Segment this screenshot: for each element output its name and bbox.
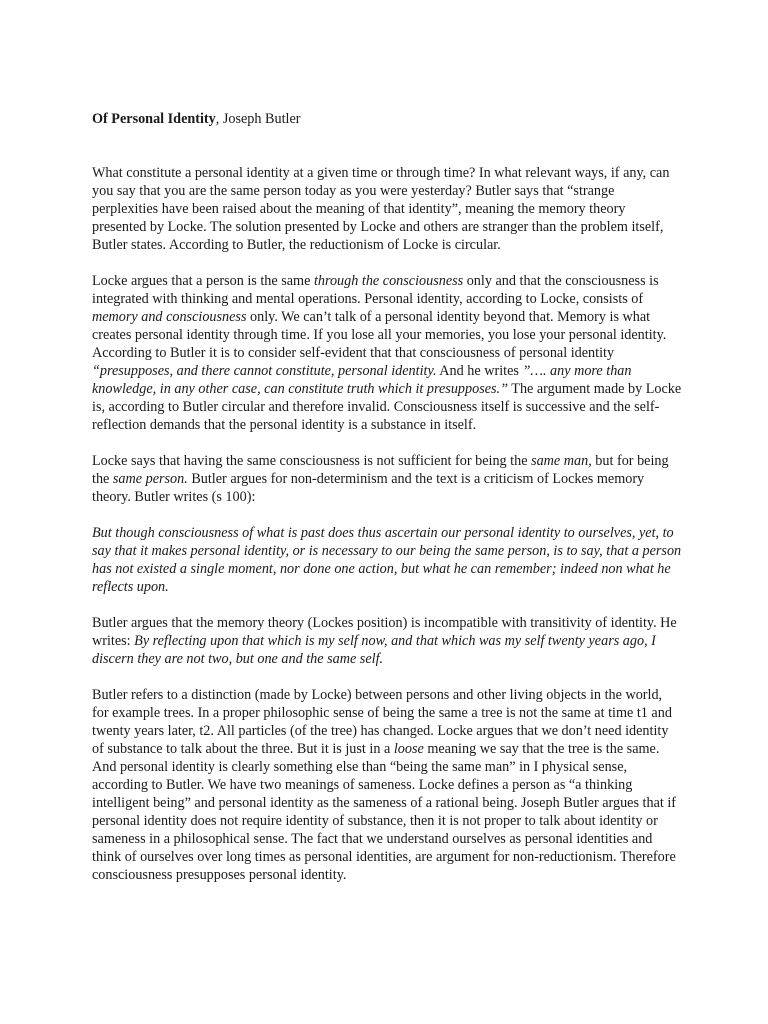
paragraph-3 xyxy=(92,452,682,506)
paragraph-4 xyxy=(92,524,682,596)
italic-run: through the consciousness xyxy=(313,273,464,289)
italic-run: By reflecting upon that which is my self now, and that which was my self twenty years ago, I discern they are not two, but one and the same self. xyxy=(92,633,656,667)
italic-run: “presupposes, and there cannot constitute, personal identity. xyxy=(92,363,437,379)
italic-run: ”…. any more than knowledge, in any other case, can constitute truth which it presupposes.” xyxy=(92,363,632,397)
text-run: Butler argues that the memory theory (Lockes position) is incompatible with transitivity of identity. He writes: xyxy=(92,615,677,649)
document-page xyxy=(92,110,682,902)
paragraph-2 xyxy=(92,272,682,434)
text-run: Butler argues for non-determinism and the text is a criticism of Lockes memory theory. Butler writes (s 100): xyxy=(92,471,645,505)
document-title xyxy=(92,110,682,128)
text-run: And he writes xyxy=(436,363,523,379)
text-run: meaning we say that the tree is the same. And personal identity is clearly something else than “being the same man” in I physical sense, according to Butler. We have two meanings of sameness. Locke defines a person as “a thinking intelligent being” and personal identity as the sameness of a rational being. Joseph Butler argues that if personal identity does not require identity of substance, then it is not proper to talk about identity or sameness in a philosophical sense. The fact that we understand ourselves as personal identities and think of ourselves over long times as personal identities, are argument for non-reductionism. Therefore consciousness presupposes personal identity. xyxy=(92,741,677,883)
italic-run: But though consciousness of what is past does thus ascertain our personal identity to ourselves, yet, to say that it makes personal identity, or is necessary to our being the same person, is to say, that a person has not existed a single moment, nor done one action, but what he can remember; indeed non what he reflects upon. xyxy=(92,525,682,595)
text-run: Butler refers to a distinction (made by Locke) between persons and other living objects in the world, for example trees. In a proper philosophic sense of being the same a tree is not the same at time t1 and twenty years later, t2. All particles (of the tree) has changed. Locke argues that we don’t need identity of substance to talk about the three. But it is just in a xyxy=(92,687,672,757)
title-bold: Of Personal Identity xyxy=(92,111,216,127)
paragraph-5 xyxy=(92,614,682,668)
italic-run: same man, xyxy=(531,453,592,469)
title-author: , Joseph Butler xyxy=(215,111,301,127)
text-run: only and that the consciousness is integrated with thinking and mental operations. Personal identity, according to Locke, consists of xyxy=(92,273,659,307)
text-run: only. We can’t talk of a personal identity beyond that. Memory is what creates personal identity through time. If you lose all your memories, you lose your personal identity. According to Butler it is to consider self-evident that that consciousness of personal identity xyxy=(92,309,667,361)
text-run: The argument made by Locke is, according to Butler circular and therefore invalid. Consciousness itself is successive and the self-reflection demands that the personal identity is a substance in itself. xyxy=(92,381,682,433)
text-run: Locke argues that a person is the same xyxy=(92,273,314,289)
text-run: What constitute a personal identity at a given time or through time? In what relevant ways, if any, can you say that you are the same person today as you were yesterday? Butler says that “strange perplexities have been raised about the meaning of that identity”, meaning the memory theory presented by Locke. The solution presented by Locke and others are stranger than the problem itself, Butler states. According to Butler, the reductionism of Locke is circular. xyxy=(92,165,670,253)
text-run: Locke says that having the same consciousness is not sufficient for being the xyxy=(92,453,532,469)
paragraph-6 xyxy=(92,686,682,884)
paragraph-1 xyxy=(92,164,682,254)
text-run: but for being the xyxy=(92,453,669,487)
italic-run: same person. xyxy=(112,471,188,487)
document-body xyxy=(92,164,682,884)
italic-run: memory and consciousness xyxy=(92,309,247,325)
italic-run: loose xyxy=(393,741,424,757)
